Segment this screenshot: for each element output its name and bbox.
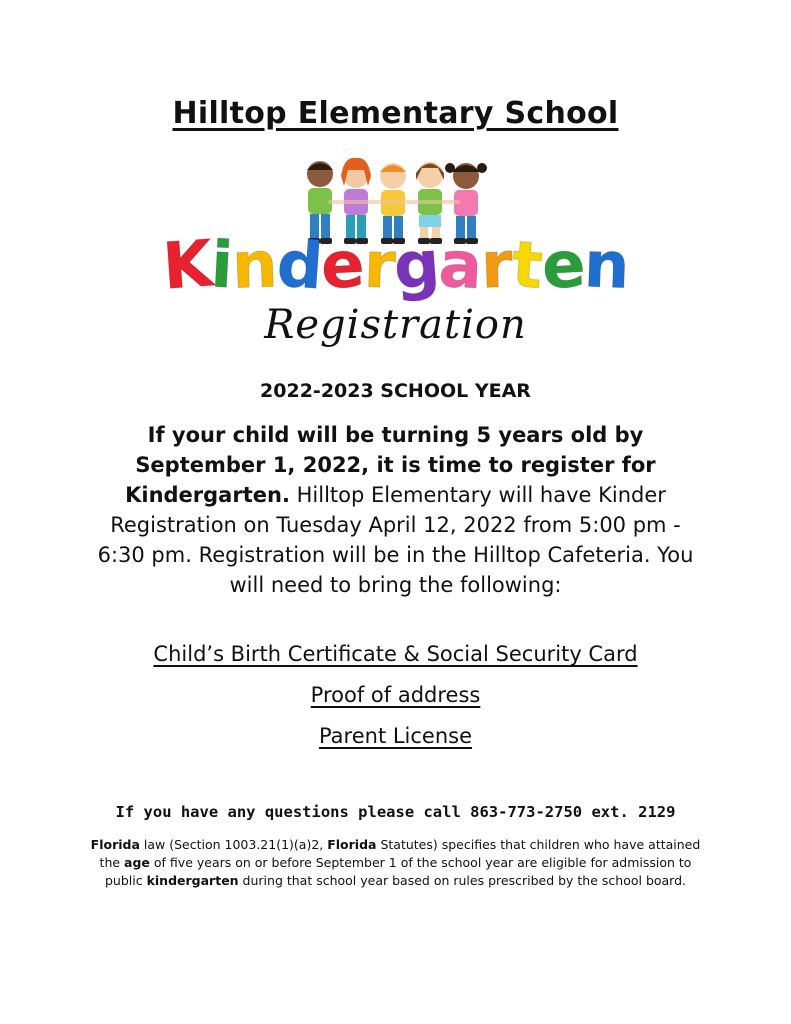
kinder-letter: g bbox=[391, 227, 442, 305]
law-word: age bbox=[124, 855, 150, 870]
law-text: of five years on or before September 1 of the school year are eligible for admission to public bbox=[104, 855, 692, 888]
kindergarten-logo-text bbox=[0, 226, 791, 306]
kinder-letter: K bbox=[159, 227, 214, 305]
kinder-letter: n bbox=[230, 228, 278, 304]
registration-logo-text: Registration bbox=[264, 302, 527, 348]
requirements-list bbox=[0, 640, 791, 763]
kinder-letter: n bbox=[582, 228, 630, 304]
kinder-letter: i bbox=[209, 228, 234, 304]
school-year-heading: 2022-2023 SCHOOL YEAR bbox=[260, 380, 531, 402]
kinder-letter: a bbox=[437, 227, 484, 305]
law-text: during that school year based on rules prescribed by the school board. bbox=[238, 873, 687, 888]
requirement-item: Parent License bbox=[318, 724, 473, 748]
florida-law-note bbox=[80, 836, 711, 890]
contact-line: If you have any questions please call 863-773-2750 ext. 2129 bbox=[115, 803, 676, 821]
law-word: Florida bbox=[327, 837, 377, 852]
law-text: Statutes) specifies that children who have attained the bbox=[99, 837, 701, 870]
law-text: law (Section 1003.21(1)(a)2, bbox=[139, 837, 328, 852]
kinder-letter: d bbox=[274, 227, 324, 305]
school-title: Hilltop Elementary School bbox=[172, 96, 619, 131]
law-word: Florida bbox=[90, 837, 140, 852]
kinder-letter: t bbox=[509, 228, 545, 304]
kinder-letter: e bbox=[539, 227, 586, 305]
intro-paragraph bbox=[90, 420, 701, 600]
law-word: kindergarten bbox=[146, 873, 239, 888]
kinder-letter: r bbox=[480, 228, 514, 304]
kinder-letter: e bbox=[319, 227, 366, 305]
requirement-item: Child’s Birth Certificate & Social Security Card bbox=[153, 642, 638, 666]
intro-regular-text: Hilltop Elementary will have Kinder Registration on Tuesday April 12, 2022 from 5:00 pm - 6:30 pm. Registration will be in the Hilltop Cafeteria. You will need to bring the following: bbox=[97, 483, 694, 597]
requirement-item: Proof of address bbox=[310, 683, 481, 707]
intro-bold-text: If your child will be turning 5 years old by September 1, 2022, it is time to register for Kindergarten. bbox=[125, 423, 656, 507]
kinder-letter: r bbox=[362, 228, 396, 304]
